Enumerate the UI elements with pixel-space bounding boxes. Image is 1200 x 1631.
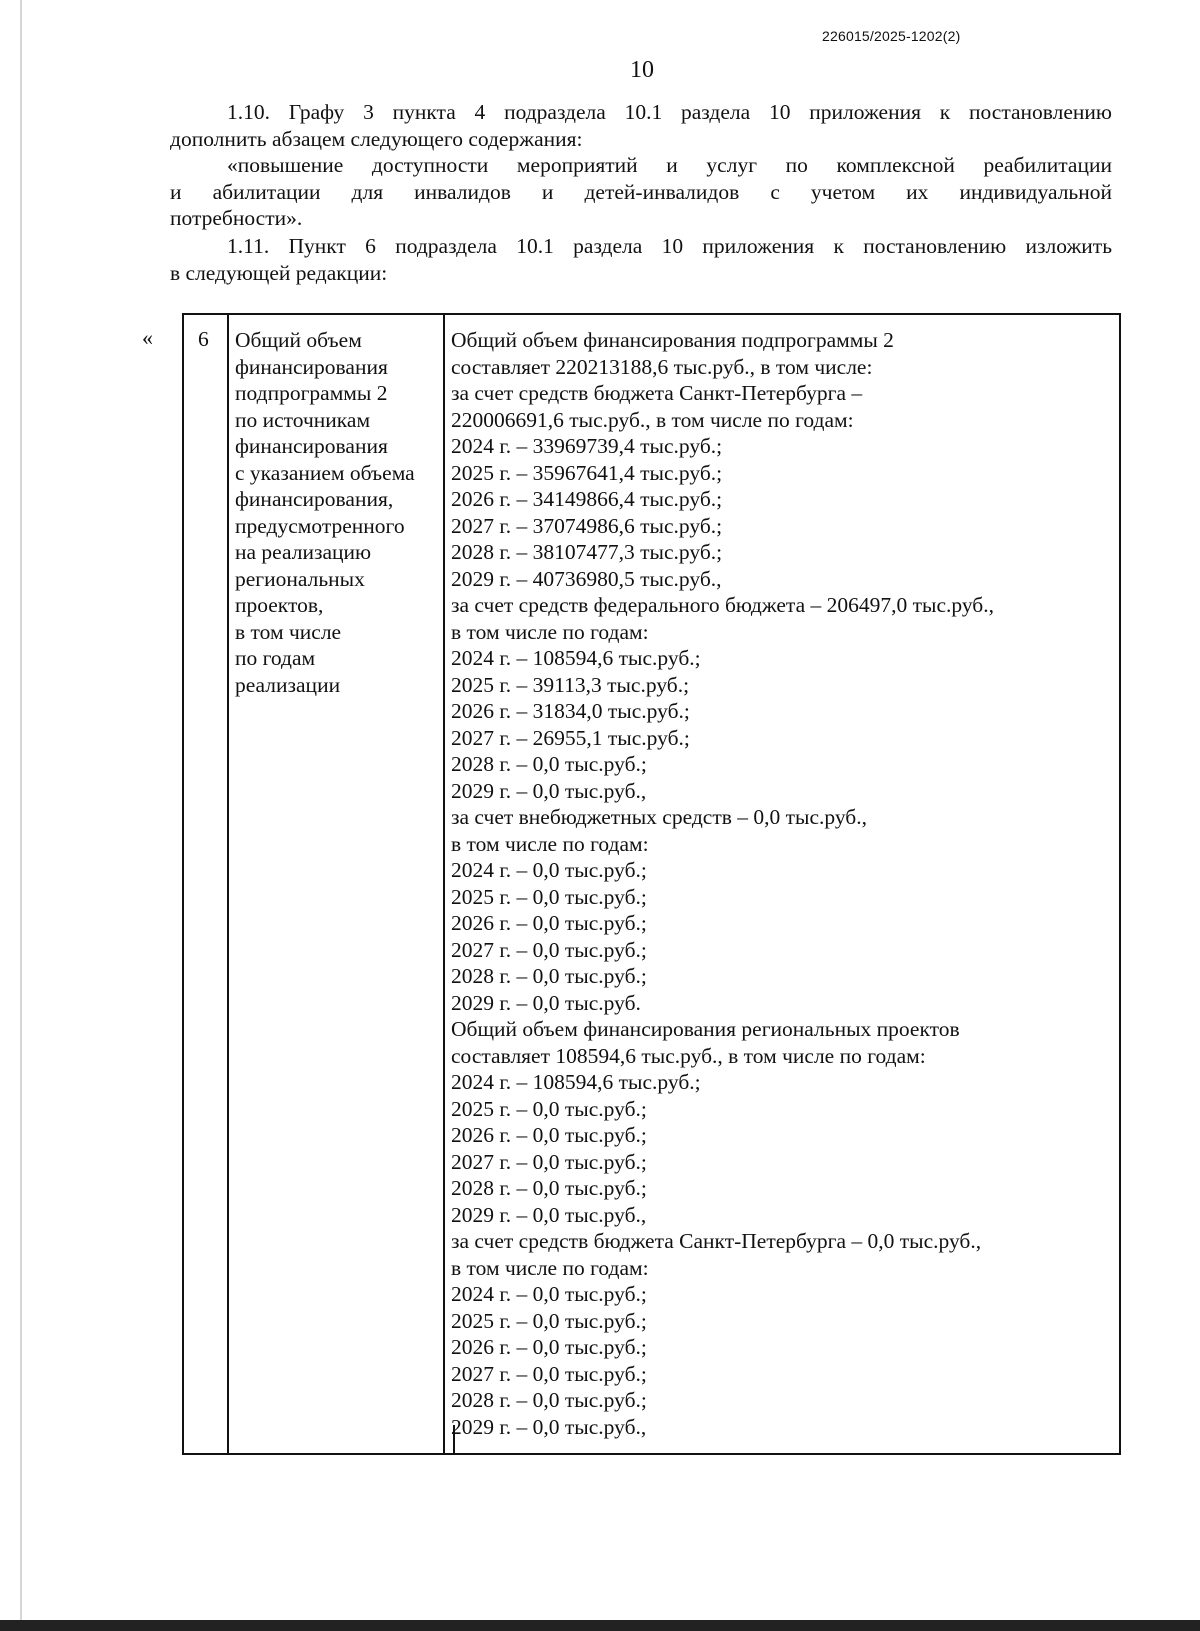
cell-line: финансирования [235, 434, 388, 458]
cell-line: 2026 г. – 31834,0 тыс.руб.; [451, 699, 690, 723]
cell-line: 2026 г. – 0,0 тыс.руб.; [451, 1123, 647, 1147]
cell-line: проектов, [235, 593, 324, 617]
scan-edge-left [20, 0, 22, 1631]
cell-line: по источникам [235, 407, 371, 432]
cell-line: составляет 220213188,6 тыс.руб., в том числе: [451, 354, 873, 379]
cell-line: 2027 г. – 26955,1 тыс.руб.; [451, 725, 690, 750]
cell-line: Общий объем финансирования подпрограммы 2 [451, 328, 894, 352]
paragraph-line: потребности». [170, 206, 303, 230]
cell-line: 2026 г. – 0,0 тыс.руб.; [451, 1335, 647, 1359]
cell-line: 2028 г. – 0,0 тыс.руб.; [451, 752, 647, 776]
cell-line: Общий объем [235, 328, 362, 352]
paragraph-line: и абилитации для инвалидов и детей-инвалидов с учетом их индивидуальной [170, 179, 1112, 204]
cell-line: в том числе по годам: [451, 619, 649, 644]
financing-table [182, 313, 1121, 1455]
cell-line: 2025 г. – 0,0 тыс.руб.; [451, 1308, 647, 1333]
cell-line: Общий объем финансирования региональных проектов [451, 1017, 960, 1041]
paragraph-line: в следующей редакции: [170, 260, 388, 285]
parameter-name-cell [235, 327, 415, 698]
cell-line: 2024 г. – 108594,6 тыс.руб.; [451, 1070, 701, 1094]
cell-line: региональных [235, 566, 365, 591]
cell-line: с указанием объема [235, 460, 415, 485]
cell-line: 2025 г. – 35967641,4 тыс.руб.; [451, 460, 723, 485]
cell-line: 2024 г. – 0,0 тыс.руб.; [451, 1282, 647, 1306]
cell-line: 2029 г. – 0,0 тыс.руб. [451, 990, 641, 1015]
cell-line: в том числе [235, 619, 342, 644]
cell-line: за счет средств бюджета Санкт-Петербурга – 0,0 тыс.руб., [451, 1229, 982, 1253]
parameter-value-cell [451, 327, 994, 1440]
cell-line: 2028 г. – 0,0 тыс.руб.; [451, 1176, 647, 1200]
scan-edge-bottom [0, 1620, 1200, 1631]
cell-line: в том числе по годам: [451, 831, 649, 856]
table-divider [443, 315, 445, 1453]
cell-line: на реализацию [235, 540, 372, 564]
cell-line: по годам [235, 646, 316, 670]
paragraph-line: 1.10. Графу 3 пункта 4 подраздела 10.1 раздела 10 приложения к постановлению [227, 100, 1112, 124]
cell-line: 2024 г. – 33969739,4 тыс.руб.; [451, 434, 723, 458]
cell-line: предусмотренного [235, 513, 405, 538]
cell-line: 2025 г. – 0,0 тыс.руб.; [451, 884, 647, 909]
cell-line: 2029 г. – 0,0 тыс.руб., [451, 1202, 647, 1227]
cell-line: 2028 г. – 0,0 тыс.руб.; [451, 1388, 647, 1412]
cell-line: 220006691,6 тыс.руб., в том числе по годам: [451, 407, 854, 432]
cell-line: 2029 г. – 40736980,5 тыс.руб., [451, 566, 722, 591]
cell-line: 2027 г. – 0,0 тыс.руб.; [451, 1149, 647, 1174]
cell-line: за счет внебюджетных средств – 0,0 тыс.руб., [451, 805, 867, 829]
cell-line: 2026 г. – 34149866,4 тыс.руб.; [451, 487, 723, 511]
cell-line: 2027 г. – 0,0 тыс.руб.; [451, 937, 647, 962]
paragraph-quote [170, 152, 1112, 232]
cell-line: реализации [235, 672, 341, 697]
paragraph-line: «повышение доступности мероприятий и услуг по комплексной реабилитации [227, 153, 1112, 177]
paragraph-1-11 [170, 233, 1112, 286]
cell-line: 2026 г. – 0,0 тыс.руб.; [451, 911, 647, 935]
cell-line: 2029 г. – 0,0 тыс.руб., [451, 778, 647, 803]
row-number-cell: 6 [198, 327, 209, 351]
paragraph-line: 1.11. Пункт 6 подраздела 10.1 раздела 10 приложения к постановлению изложить [227, 234, 1112, 258]
document-code: 226015/2025-1202(2) [822, 28, 961, 44]
cell-line: за счет средств федерального бюджета – 206497,0 тыс.руб., [451, 593, 995, 617]
opening-quote-mark: « [142, 325, 153, 350]
cell-line: 2027 г. – 37074986,6 тыс.руб.; [451, 513, 723, 538]
cell-line: 2028 г. – 38107477,3 тыс.руб.; [451, 540, 723, 564]
cell-line: 2025 г. – 39113,3 тыс.руб.; [451, 672, 690, 697]
paragraph-line: дополнить абзацем следующего содержания: [170, 126, 583, 151]
cell-line: в том числе по годам: [451, 1255, 649, 1280]
cell-line: 2024 г. – 108594,6 тыс.руб.; [451, 646, 701, 670]
cell-line: 2028 г. – 0,0 тыс.руб.; [451, 964, 647, 988]
cell-line: составляет 108594,6 тыс.руб., в том числе по годам: [451, 1043, 926, 1068]
cell-line: 2025 г. – 0,0 тыс.руб.; [451, 1096, 647, 1121]
cell-line: 2027 г. – 0,0 тыс.руб.; [451, 1361, 647, 1386]
paragraph-1-10 [170, 99, 1112, 152]
page-number: 10 [630, 57, 654, 83]
cell-line: 2029 г. – 0,0 тыс.руб., [451, 1414, 647, 1439]
cell-line: подпрограммы 2 [235, 381, 388, 405]
cell-line: финансирования, [235, 487, 394, 511]
cell-line: за счет средств бюджета Санкт-Петербурга – [451, 381, 863, 405]
table-divider [227, 315, 229, 1453]
cell-line: 2024 г. – 0,0 тыс.руб.; [451, 858, 647, 882]
cell-line: финансирования [235, 354, 388, 379]
